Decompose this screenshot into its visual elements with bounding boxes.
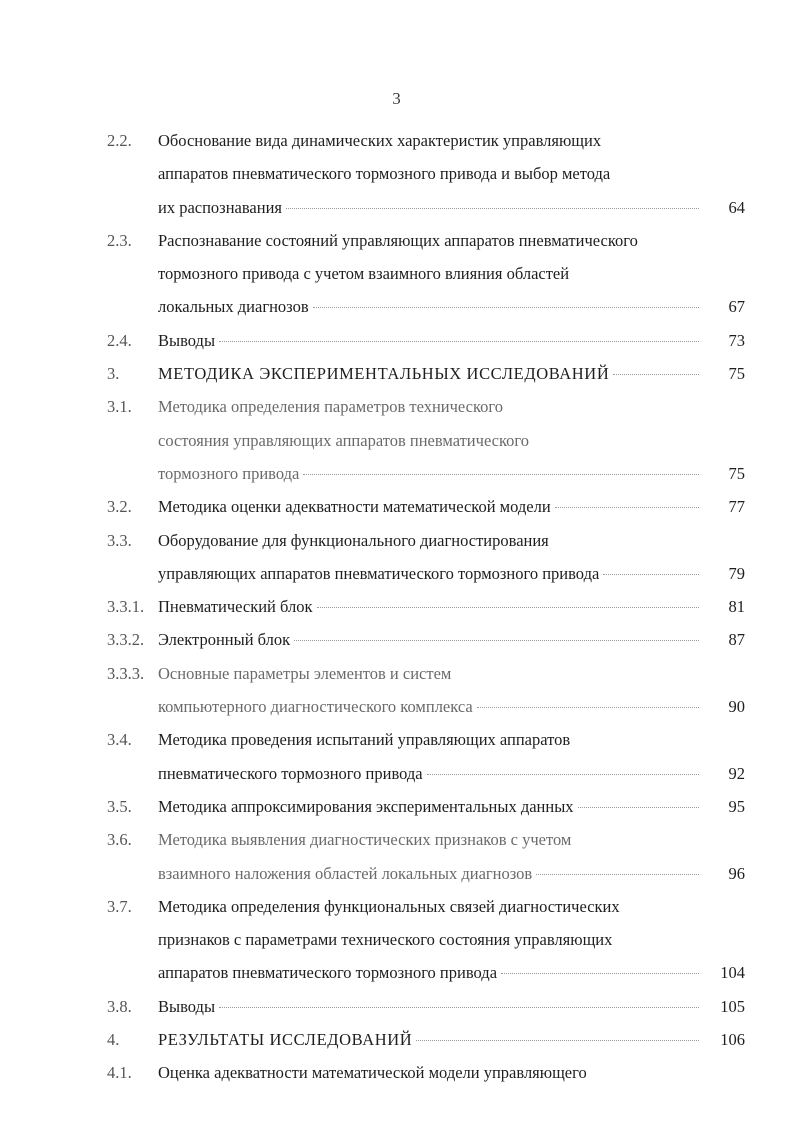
page-ref: 67 — [728, 297, 745, 317]
page-ref: 75 — [728, 364, 745, 384]
section-title-line: Методика аппроксимирования экспериментальных данных — [158, 796, 574, 816]
page-ref: 81 — [728, 597, 745, 617]
section-title-line: признаков с параметрами технического состояния управляющих — [158, 930, 613, 950]
section-number: 3.3.2. — [107, 630, 145, 650]
dot-leader — [613, 373, 699, 375]
toc-line — [0, 857, 793, 890]
toc-leader-line — [158, 490, 703, 523]
toc-line — [0, 524, 793, 557]
section-title-line: аппаратов пневматического тормозного привода — [158, 963, 498, 983]
section-title-line: Методика оценки адекватности математической модели — [158, 497, 551, 517]
section-number: 3.2. — [107, 497, 132, 517]
dot-leader — [286, 207, 699, 209]
page-ref: 105 — [720, 996, 745, 1016]
toc-leader-line — [158, 324, 703, 357]
page-ref: 77 — [728, 497, 745, 517]
toc-leader-line — [158, 623, 703, 656]
toc-line — [0, 590, 793, 623]
toc-entry — [0, 490, 793, 523]
section-title-line: Методика определения параметров технического — [158, 397, 504, 417]
toc-line — [0, 1056, 793, 1089]
toc-line — [0, 723, 793, 756]
section-number: 3.6. — [107, 830, 132, 850]
section-title-line: их распознавания — [158, 197, 282, 217]
page-ref: 92 — [728, 763, 745, 783]
toc-entry — [0, 890, 793, 990]
page-ref: 75 — [728, 463, 745, 483]
section-title-line: пневматического тормозного привода — [158, 763, 423, 783]
dot-leader — [294, 639, 699, 641]
section-number: 3. — [107, 364, 120, 384]
toc-entry — [0, 790, 793, 823]
page-ref: 106 — [720, 1030, 745, 1050]
toc-leader-line — [158, 690, 703, 723]
toc-line — [0, 457, 793, 490]
toc-entry — [0, 390, 793, 490]
toc-line — [0, 890, 793, 923]
dot-leader — [501, 972, 699, 974]
section-title-line: взаимного наложения областей локальных диагнозов — [158, 863, 533, 883]
section-title-line: Выводы — [158, 996, 216, 1016]
toc-line — [0, 424, 793, 457]
section-title-line: Оборудование для функционального диагностирования — [158, 530, 549, 550]
toc-line — [0, 224, 793, 257]
section-number: 3.7. — [107, 896, 132, 916]
section-title-line: Методика выявления диагностических признаков с учетом — [158, 830, 572, 850]
section-number: 3.3.1. — [107, 597, 145, 617]
toc-line — [0, 157, 793, 190]
toc-leader-line — [158, 790, 703, 823]
dot-leader — [303, 473, 699, 475]
toc-entry — [0, 324, 793, 357]
section-number: 3.3.3. — [107, 663, 145, 683]
toc-leader-line — [158, 1023, 703, 1056]
toc-line — [0, 956, 793, 989]
toc-entry — [0, 124, 793, 224]
toc-leader-line — [158, 290, 703, 323]
toc-entry — [0, 623, 793, 656]
page-ref: 96 — [728, 863, 745, 883]
toc-line — [0, 790, 793, 823]
section-number: 3.5. — [107, 796, 132, 816]
toc-leader-line — [158, 457, 703, 490]
section-number: 4. — [107, 1030, 120, 1050]
dot-leader — [317, 606, 700, 608]
page-ref: 79 — [728, 563, 745, 583]
toc-line — [0, 557, 793, 590]
section-title-line: МЕТОДИКА ЭКСПЕРИМЕНТАЛЬНЫХ ИССЛЕДОВАНИЙ — [158, 364, 610, 384]
toc-entry — [0, 990, 793, 1023]
toc-line — [0, 191, 793, 224]
section-title-line: Обоснование вида динамических характеристик управляющих — [158, 131, 602, 150]
section-title-line: Методика определения функциональных связей диагностических — [158, 896, 620, 916]
dot-leader — [555, 506, 699, 508]
section-title-line: компьютерного диагностического комплекса — [158, 697, 473, 717]
toc-line — [0, 257, 793, 290]
section-title-line: состояния управляющих аппаратов пневматического — [158, 430, 530, 450]
toc-line — [0, 623, 793, 656]
dot-leader — [477, 706, 699, 708]
toc-entry — [0, 723, 793, 790]
section-number: 3.8. — [107, 996, 132, 1016]
section-title-line: управляющих аппаратов пневматического тормозного привода — [158, 563, 600, 583]
table-of-contents — [0, 124, 793, 1090]
dot-leader — [578, 806, 699, 808]
toc-entry — [0, 224, 793, 324]
toc-entry — [0, 823, 793, 890]
section-title-line: Выводы — [158, 330, 216, 350]
toc-line — [0, 490, 793, 523]
dot-leader — [416, 1039, 699, 1041]
section-number: 4.1. — [107, 1063, 132, 1083]
dot-leader — [219, 1006, 699, 1008]
toc-leader-line — [158, 357, 703, 390]
toc-line — [0, 1023, 793, 1056]
toc-entry — [0, 524, 793, 591]
toc-line — [0, 124, 793, 157]
dot-leader — [219, 340, 699, 342]
dot-leader — [313, 306, 699, 308]
section-title-line: РЕЗУЛЬТАТЫ ИССЛЕДОВАНИЙ — [158, 1030, 413, 1050]
section-number: 2.2. — [107, 131, 132, 150]
page-ref: 73 — [728, 330, 745, 350]
toc-entry — [0, 357, 793, 390]
section-number: 3.4. — [107, 730, 132, 750]
section-number: 3.3. — [107, 530, 132, 550]
section-title-line: Электронный блок — [158, 630, 291, 650]
section-number: 2.4. — [107, 330, 132, 350]
toc-line — [0, 823, 793, 856]
toc-line — [0, 990, 793, 1023]
toc-leader-line — [158, 557, 703, 590]
section-title-line: Распознавание состояний управляющих аппаратов пневматического — [158, 230, 638, 250]
toc-line — [0, 324, 793, 357]
page-ref: 95 — [728, 796, 745, 816]
page-ref: 64 — [728, 197, 745, 217]
section-title-line: Методика проведения испытаний управляющих аппаратов — [158, 730, 571, 750]
section-title-line: локальных диагнозов — [158, 297, 309, 317]
toc-leader-line — [158, 857, 703, 890]
dot-leader — [427, 773, 699, 775]
toc-entry — [0, 1056, 793, 1089]
page-ref: 104 — [720, 963, 745, 983]
section-title-line: Основные параметры элементов и систем — [158, 663, 452, 683]
toc-leader-line — [158, 757, 703, 790]
toc-line — [0, 290, 793, 323]
toc-entry — [0, 1023, 793, 1056]
section-title-line: тормозного привода — [158, 463, 300, 483]
toc-line — [0, 357, 793, 390]
page-ref: 87 — [728, 630, 745, 650]
section-title-line: Пневматический блок — [158, 597, 313, 617]
page-ref: 90 — [728, 697, 745, 717]
section-title-line: Оценка адекватности математической модели управляющего — [158, 1063, 587, 1083]
toc-leader-line — [158, 590, 703, 623]
toc-line — [0, 657, 793, 690]
dot-leader — [603, 573, 699, 575]
toc-entry — [0, 657, 793, 724]
toc-line — [0, 923, 793, 956]
toc-leader-line — [158, 956, 703, 989]
toc-leader-line — [158, 191, 703, 224]
toc-entry — [0, 590, 793, 623]
dot-leader — [536, 873, 699, 875]
toc-line — [0, 757, 793, 790]
page-number: 3 — [392, 89, 401, 108]
toc-line — [0, 690, 793, 723]
toc-leader-line — [158, 990, 703, 1023]
section-number: 2.3. — [107, 230, 132, 250]
toc-line — [0, 390, 793, 423]
section-number: 3.1. — [107, 397, 132, 417]
section-title-line: аппаратов пневматического тормозного привода и выбор метода — [158, 164, 611, 184]
section-title-line: тормозного привода с учетом взаимного влияния областей — [158, 264, 570, 284]
